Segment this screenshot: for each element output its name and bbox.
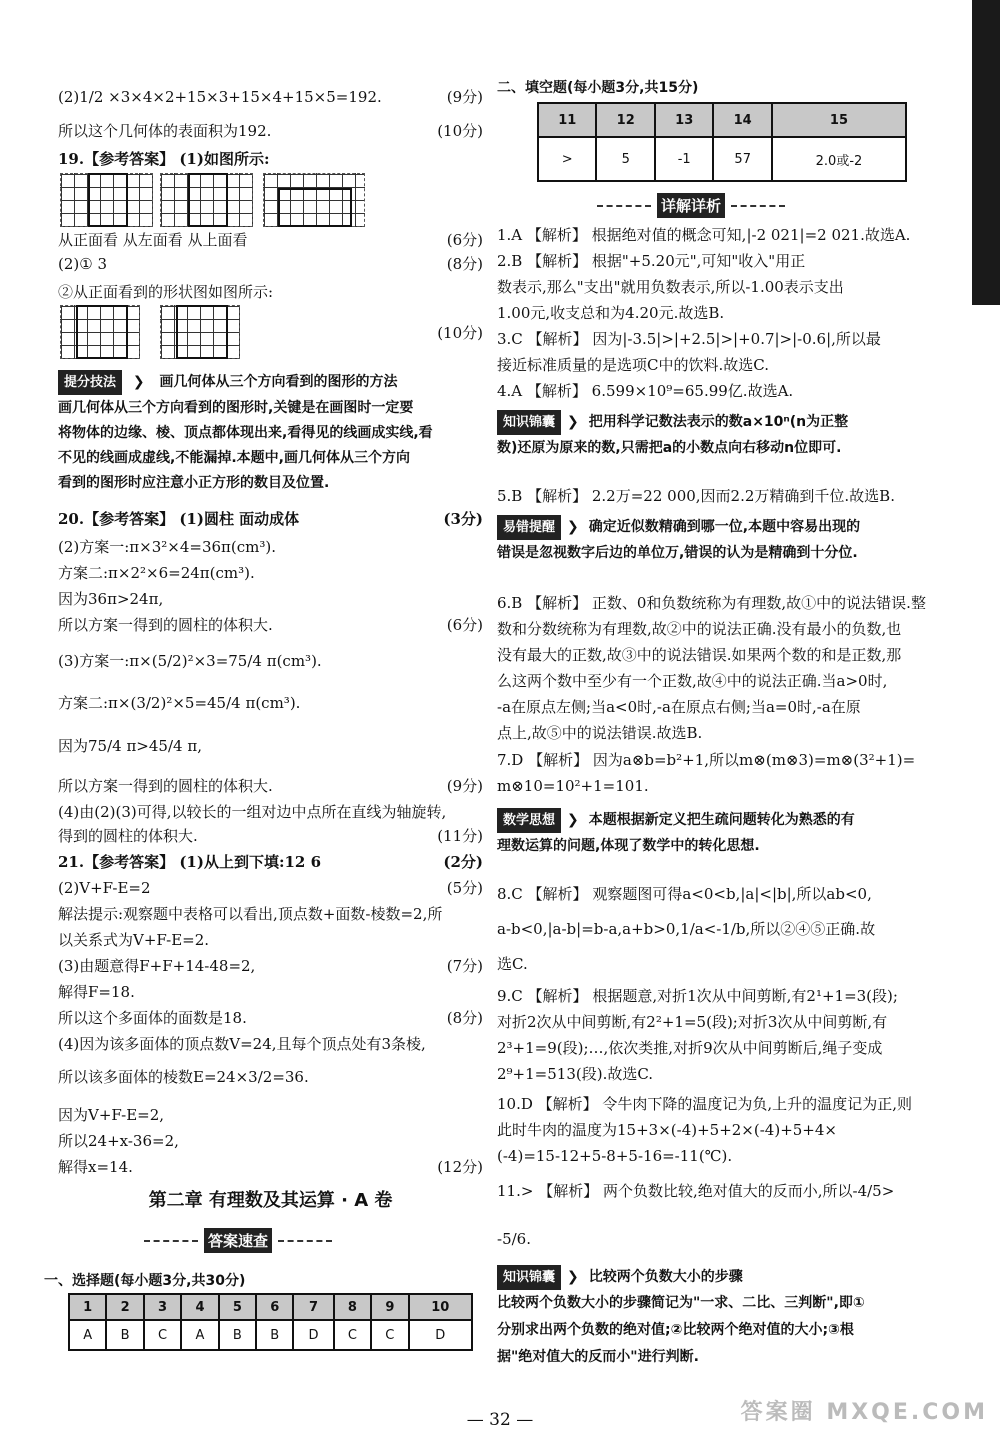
text-line <box>58 281 483 303</box>
table-cell: B <box>106 1320 143 1350</box>
line-text: 选C. <box>497 955 528 973</box>
tip-box <box>497 1265 945 1290</box>
table-cell: 13 <box>655 103 713 137</box>
line-text: 方案二:π×2²×6=24π(cm³). <box>58 564 255 582</box>
line-text: 所以方案一得到的圆柱的体积大. <box>58 777 273 795</box>
page-number: — 32 — <box>466 1410 534 1430</box>
table-cell: 9 <box>371 1294 408 1320</box>
text-line <box>497 1093 945 1115</box>
text-line <box>497 696 945 718</box>
line-text: 所以24+x-36=2, <box>58 1132 179 1150</box>
choice-answer-table <box>68 1293 473 1351</box>
tip-body-line: 确定近似数精确到哪一位,本题中容易出现的 <box>588 519 861 535</box>
table-cell: D <box>409 1320 472 1350</box>
tip-body-line: 据"绝对值大的反而小"进行判断. <box>497 1349 699 1365</box>
table-cell: 15 <box>772 103 906 137</box>
tip-box <box>497 808 945 833</box>
line-text: 2.B 【解析】 根据"+5.20元",可知"收入"用正 <box>497 252 806 270</box>
line-text: 因为36π>24π, <box>58 590 164 608</box>
line-text: (2)① 3 <box>58 255 108 273</box>
table-cell: 14 <box>713 103 771 137</box>
table-cell: 3 <box>144 1294 181 1320</box>
watermark: 答案圈 MXQE.COM <box>740 1400 988 1425</box>
line-text: 以关系式为V+F-E=2. <box>58 931 210 949</box>
banner-text: 答案速查 <box>204 1228 272 1253</box>
text-line <box>58 903 483 925</box>
score: (7分) <box>446 957 483 975</box>
line-text: 数表示,那么"支出"就用负数表示,所以-1.00表示支出 <box>497 278 844 296</box>
banner-text: 详解详析 <box>657 193 725 218</box>
table-cell: 5 <box>219 1294 256 1320</box>
table2-header-row <box>538 103 906 137</box>
table-cell: 2.0或-2 <box>772 137 906 181</box>
line-text: 所以方案一得到的圆柱的体积大. <box>58 616 273 634</box>
table-cell: C <box>334 1320 371 1350</box>
score: (8分) <box>446 255 483 273</box>
text-line <box>58 120 483 142</box>
line-text: 所以这个多面体的面数是18. <box>58 1009 247 1027</box>
left-column <box>44 0 483 1400</box>
line-text: 1.A 【解析】 根据绝对值的概念可知,|-2 021|=2 021.故选A. <box>497 226 911 244</box>
text-line <box>58 692 483 714</box>
tip-box <box>497 410 945 435</box>
score: (3分) <box>443 510 483 528</box>
table-cell: 12 <box>596 103 654 137</box>
line-text: (3)由题意得F+F+14-48=2, <box>58 957 256 975</box>
arrow-icon: ❯ <box>132 374 145 390</box>
text-line <box>497 722 945 744</box>
text-line <box>58 1066 483 1088</box>
score: (2分) <box>443 853 483 871</box>
text-line <box>58 229 483 251</box>
tip-body-line: 数)还原为原来的数,只需把a的小数点向右移动n位即可. <box>497 440 842 456</box>
line-text: 得到的圆柱的体积大. <box>58 827 198 845</box>
line-text: 10.D 【解析】 令牛肉下降的温度记为负,上升的温度记为正,则 <box>497 1095 912 1113</box>
shape-front-view-3 <box>176 305 228 359</box>
shape-top-view <box>278 188 352 227</box>
score: (12分) <box>437 1158 483 1176</box>
text-line <box>497 380 945 402</box>
text-line <box>58 775 483 797</box>
text-line <box>58 801 483 823</box>
line-text: (4)由(2)(3)可得,以较长的一组对边中点所在直线为轴旋转, <box>58 803 447 821</box>
line-text: 解得F=18. <box>58 983 135 1001</box>
tip-title: 画几何体从三个方向看到的图形的方法 <box>159 374 398 390</box>
line-text: 8.C 【解析】 观察题图可得a<0<b,|a|<|b|,所以ab<0, <box>497 885 872 903</box>
line-text: (2)1/2 ×3×4×2+15×3+15×4+15×5=192. <box>58 88 382 106</box>
line-text: 么这两个数中至少有一个正数,故④中的说法正确.当a>0时, <box>497 672 888 690</box>
text-line <box>497 1063 945 1085</box>
table-cell: 7 <box>293 1294 333 1320</box>
table-cell: A <box>69 1320 106 1350</box>
line-text: 11.> 【解析】 两个负数比较,绝对值大的反而小,所以-4/5> <box>497 1182 895 1200</box>
text-line <box>58 955 483 977</box>
table-cell: 8 <box>334 1294 371 1320</box>
line-text: 对折2次从中间剪断,有2²+1=5(段);对折3次从中间剪断,有 <box>497 1013 888 1031</box>
text-line <box>497 276 945 298</box>
tip-box <box>497 515 945 540</box>
text-line <box>497 918 945 940</box>
arrow-icon: ❯ <box>567 519 579 535</box>
table-cell: 2 <box>106 1294 143 1320</box>
text-line <box>497 592 945 614</box>
table2-answer-row <box>538 137 906 181</box>
table-cell: 5 <box>596 137 654 181</box>
tip-body-line: 看到的图形时应注意小正方形的数目及位置. <box>58 475 330 491</box>
table-cell: 11 <box>538 103 596 137</box>
chapter-side-tab <box>972 0 1000 305</box>
tip-head: 数学思想 <box>497 808 561 833</box>
arrow-icon: ❯ <box>567 1269 579 1285</box>
banner-dash-left <box>144 1240 198 1242</box>
banner-dash-right <box>278 1240 332 1242</box>
line-text: 9.C 【解析】 根据题意,对折1次从中间剪断,有2¹+1=3(段); <box>497 987 898 1005</box>
text-line <box>58 981 483 1003</box>
arrow-icon: ❯ <box>567 812 579 828</box>
text-line <box>58 877 483 899</box>
tip-body-line: 理数运算的问题,体现了数学中的转化思想. <box>497 838 760 854</box>
tip-body-line: 比较两个负数大小的步骤简记为"一求、二比、三判断",即① <box>497 1295 865 1311</box>
text-line <box>58 614 483 636</box>
line-text: 3.C 【解析】 因为|-3.5|>|+2.5|>|+0.7|>|-0.6|,所以最 <box>497 330 881 348</box>
tip-head: 提分技法 <box>58 370 122 395</box>
text-line <box>58 536 483 558</box>
line-text: ②从正面看到的形状图如图所示: <box>58 283 274 301</box>
tip-body-line: 把用科学记数法表示的数a×10ⁿ(n为正整 <box>588 414 849 430</box>
line-text: 数和分数统称为有理数,故②中的说法正确.没有最小的负数,也 <box>497 620 902 638</box>
line-text: 5.B 【解析】 2.2万=22 000,因而2.2万精确到千位.故选B. <box>497 487 895 505</box>
text-line <box>497 775 945 797</box>
text-line <box>497 985 945 1007</box>
tip-body-line: 不见的线画成虚线,不能漏掉.本题中,画几何体从三个方向 <box>58 450 410 466</box>
line-text: -5/6. <box>497 1230 531 1248</box>
chapter-title: 第二章 有理数及其运算 · A 卷 <box>148 1190 393 1211</box>
text-line <box>58 148 483 170</box>
shape-front-view-2 <box>76 305 128 359</box>
score: (10分) <box>437 122 483 140</box>
fill-answer-table <box>537 102 907 182</box>
line-text: -a在原点左侧;当a<0时,-a在原点右侧;当a=0时,-a在原 <box>497 698 861 716</box>
line-text: 因为V+F-E=2, <box>58 1106 165 1124</box>
line-text: 从正面看 从左面看 从上面看 <box>58 231 248 249</box>
text-line <box>497 1119 945 1141</box>
text-line <box>497 354 945 376</box>
text-line <box>497 618 945 640</box>
line-text: (2)V+F-E=2 <box>58 879 151 897</box>
section2-title: 二、填空题(每小题3分,共15分) <box>497 80 699 96</box>
line-text: 2³+1=9(段);…,依次类推,对折9次从中间剪断后,绳子变成 <box>497 1039 883 1057</box>
line-text: 21.【参考答案】 (1)从上到下填:12 6 <box>58 853 322 871</box>
line-text: (-4)=15-12+5-8+5-16=-11(℃). <box>497 1147 733 1165</box>
text-line <box>58 562 483 584</box>
text-line <box>58 929 483 951</box>
table-cell: 6 <box>256 1294 293 1320</box>
line-text: 19.【参考答案】 (1)如图所示: <box>58 150 270 168</box>
line-text: 因为75/4 π>45/4 π, <box>58 737 202 755</box>
text-line <box>497 1228 945 1250</box>
table-cell: B <box>219 1320 256 1350</box>
score: (9分) <box>446 777 483 795</box>
text-line <box>497 302 945 324</box>
line-text: 所以这个几何体的表面积为192. <box>58 122 272 140</box>
table-cell: -1 <box>655 137 713 181</box>
score: (5分) <box>446 879 483 897</box>
line-text: 所以该多面体的棱数E=24×3/2=36. <box>58 1068 309 1086</box>
score: (6分) <box>446 616 483 634</box>
tip-body-line: 错误是忽视数字后边的单位万,错误的认为是精确到十分位. <box>497 545 858 561</box>
text-line <box>497 485 945 507</box>
tip-body-line: 本题根据新定义把生疏问题转化为熟悉的有 <box>588 812 855 828</box>
score: (11分) <box>437 827 483 845</box>
line-text: a-b<0,|a-b|=b-a,a+b>0,1/a<-1/b,所以②④⑤正确.故 <box>497 920 876 938</box>
text-line <box>497 224 945 246</box>
line-text: 解法提示:观察题中表格可以看出,顶点数+面数-棱数=2,所 <box>58 905 443 923</box>
text-line <box>58 650 483 672</box>
line-text: 解得x=14. <box>58 1158 133 1176</box>
text-line <box>497 328 945 350</box>
table-cell: D <box>293 1320 333 1350</box>
tip-body-line: 分别求出两个负数的绝对值;②比较两个绝对值的大小;③根 <box>497 1322 854 1338</box>
tip-head: 易错提醒 <box>497 515 561 540</box>
text-line <box>497 953 945 975</box>
table-cell: 57 <box>713 137 771 181</box>
text-line <box>497 250 945 272</box>
line-text: 没有最大的正数,故③中的说法错误.如果两个数的和是正数,那 <box>497 646 902 664</box>
text-line <box>58 735 483 757</box>
line-text: 7.D 【解析】 因为a⊗b=b²+1,所以m⊗(m⊗3)=m⊗(3²+1)= <box>497 751 916 769</box>
tip-head: 知识锦囊 <box>497 410 561 435</box>
answer-banner <box>144 1228 332 1253</box>
tip-body-line: 比较两个负数大小的步骤 <box>588 1269 743 1285</box>
table-cell: 10 <box>409 1294 472 1320</box>
text-line <box>58 1156 483 1178</box>
tip-body-line: 将物体的边缘、棱、顶点都体现出来,看得见的线画成实线,看 <box>58 425 433 441</box>
section1-title: 一、选择题(每小题3分,共30分) <box>44 1273 246 1289</box>
line-text: 2⁹+1=513(段).故选C. <box>497 1065 654 1083</box>
table-cell: 1 <box>69 1294 106 1320</box>
line-text: 6.B 【解析】 正数、0和负数统称为有理数,故①中的说法错误.整 <box>497 594 926 612</box>
text-line <box>497 1037 945 1059</box>
table-cell: A <box>181 1320 218 1350</box>
text-line <box>497 883 945 905</box>
score: (9分) <box>446 88 483 106</box>
banner-dash-right <box>731 205 785 207</box>
text-line <box>497 1011 945 1033</box>
line-text: m⊗10=10²+1=101. <box>497 777 649 795</box>
banner-dash-left <box>597 205 651 207</box>
text-line <box>497 670 945 692</box>
shape-left-view <box>188 173 228 227</box>
text-line <box>497 1180 945 1202</box>
text-line <box>58 86 483 108</box>
text-line <box>58 1130 483 1152</box>
explain-banner <box>597 193 785 218</box>
text-line <box>58 1033 483 1055</box>
right-column <box>497 0 945 1400</box>
table-cell: C <box>144 1320 181 1350</box>
score: (10分) <box>437 324 483 342</box>
line-text: 方案二:π×(3/2)²×5=45/4 π(cm³). <box>58 694 301 712</box>
text-line <box>58 253 483 275</box>
line-text: 点上,故⑤中的说法错误.故选B. <box>497 724 703 742</box>
line-text: 1.00元,收支总和为4.20元.故选B. <box>497 304 725 322</box>
line-text: 接近标准质量的是选项C中的饮料.故选C. <box>497 356 769 374</box>
line-text: (4)因为该多面体的顶点数V=24,且每个顶点处有3条棱, <box>58 1035 426 1053</box>
line-text: (3)方案一:π×(5/2)²×3=75/4 π(cm³). <box>58 652 322 670</box>
text-line <box>58 825 483 847</box>
tip-body-line: 画几何体从三个方向看到的图形时,关键是在画图时一定要 <box>58 400 414 416</box>
tip-box <box>58 370 483 395</box>
score: (6分) <box>446 231 483 249</box>
text-line <box>58 851 483 873</box>
score: (8分) <box>446 1009 483 1027</box>
tip-head: 知识锦囊 <box>497 1265 561 1290</box>
text-line <box>58 588 483 610</box>
table-cell: > <box>538 137 596 181</box>
line-text: (2)方案一:π×3²×4=36π(cm³). <box>58 538 277 556</box>
text-line <box>497 644 945 666</box>
arrow-icon: ❯ <box>567 414 579 430</box>
table-cell: C <box>371 1320 408 1350</box>
line-text: 4.A 【解析】 6.599×10⁹=65.99亿.故选A. <box>497 382 794 400</box>
shape-front-view <box>88 173 128 227</box>
text-line <box>58 1007 483 1029</box>
table1-answer-row <box>69 1320 472 1350</box>
table-cell: 4 <box>181 1294 218 1320</box>
text-line <box>497 749 945 771</box>
text-line <box>58 508 483 530</box>
line-text: 20.【参考答案】 (1)圆柱 面动成体 <box>58 510 300 528</box>
line-text: 此时牛肉的温度为15+3×(-4)+5+2×(-4)+5+4× <box>497 1121 837 1139</box>
text-line <box>497 1145 945 1167</box>
table1-header-row <box>69 1294 472 1320</box>
table-cell: B <box>256 1320 293 1350</box>
text-line <box>58 1104 483 1126</box>
